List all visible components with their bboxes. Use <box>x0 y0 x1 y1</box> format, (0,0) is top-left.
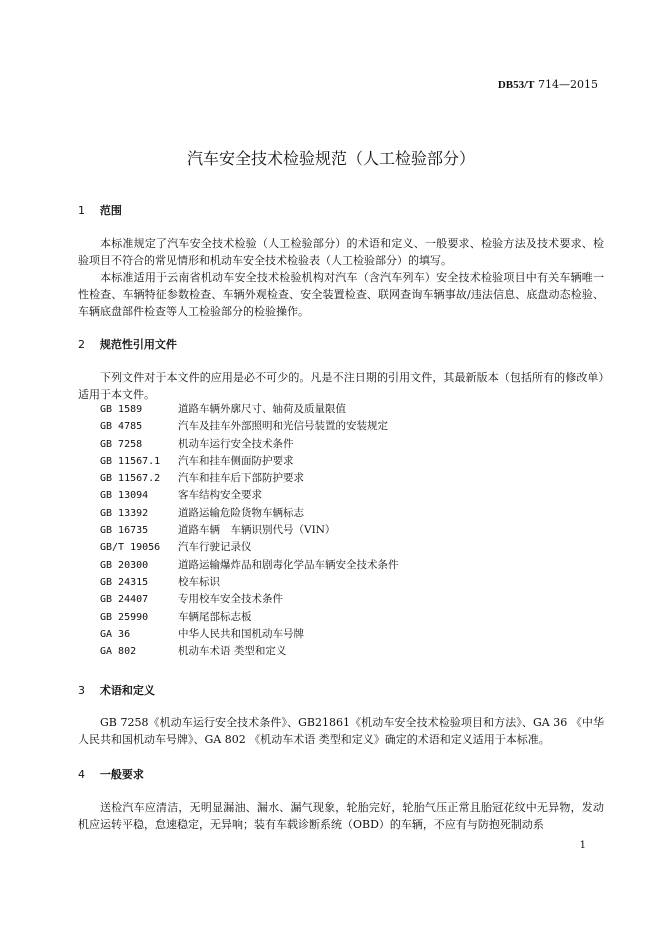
section-title: 术语和定义 <box>99 684 155 697</box>
reference-name: 中华人民共和国机动车号牌 <box>178 627 304 640</box>
reference-item <box>100 401 399 418</box>
reference-name: 道路车辆 车辆识别代号（VIN） <box>178 524 336 537</box>
reference-item <box>100 470 399 487</box>
section-number: 3 <box>78 684 85 697</box>
reference-item <box>100 436 399 453</box>
section-3-paragraph-1: GB 7258《机动车运行安全技术条件》、GB21861《机动车安全技术检验项目和方法》、GA 36 《中华人民共和国机动车号牌》、GA 802 《机动车术语 类型和定义》确定的术语和定义适用于本标准。 <box>78 716 604 746</box>
reference-name: 汽车行驶记录仪 <box>178 541 252 554</box>
reference-item <box>100 522 399 539</box>
section-4-paragraph-1: 送检汽车应清洁，无明显漏油、漏水、漏气现象，轮胎完好，轮胎气压正常且胎冠花纹中无异物，发动机应运转平稳，怠速稳定，无异响；装有车载诊断系统（OBD）的车辆，不应有与防抱死制动系 <box>78 801 604 831</box>
reference-name: 专用校车安全技术条件 <box>178 593 283 606</box>
reference-item <box>100 487 399 504</box>
reference-item <box>100 539 399 556</box>
section-2-paragraph-1: 下列文件对于本文件的应用是必不可少的。凡是不注日期的引用文件，其最新版本（包括所有的修改单）适用于本文件。 <box>78 371 604 401</box>
reference-name: 机动车运行安全技术条件 <box>178 437 294 450</box>
standard-number-header <box>498 78 598 91</box>
reference-code: GB 25990 <box>100 611 149 623</box>
reference-item <box>100 418 399 435</box>
reference-name: 汽车和挂车侧面防护要求 <box>178 454 294 467</box>
section-1-paragraph-1: 本标准规定了汽车安全技术检验（人工检验部分）的术语和定义、一般要求、检验方法及技术要求、检验项目不符合的常见情形和机动车安全技术检验表（人工检验部分）的填写。 <box>78 237 604 267</box>
reference-name: 汽车和挂车后下部防护要求 <box>178 472 304 485</box>
section-1-heading <box>78 202 122 218</box>
reference-code: GB 24407 <box>100 594 149 606</box>
reference-item <box>100 591 399 608</box>
reference-code: GA 36 <box>100 628 131 640</box>
reference-item <box>100 643 399 660</box>
section-4-heading <box>78 766 144 782</box>
reference-code: GB 16735 <box>100 525 149 537</box>
section-title: 一般要求 <box>99 768 144 781</box>
section-number: 1 <box>78 204 85 217</box>
reference-name: 校车标识 <box>178 575 220 588</box>
reference-code: GB 11567.1 <box>100 455 161 467</box>
reference-list <box>100 401 399 660</box>
standard-number: 714—2015 <box>538 78 598 91</box>
reference-code: GB 11567.2 <box>100 473 161 485</box>
section-number: 2 <box>78 338 85 351</box>
section-number: 4 <box>78 768 85 781</box>
reference-item <box>100 609 399 626</box>
reference-code: GB 24315 <box>100 576 149 588</box>
reference-code: GB 4785 <box>100 421 143 433</box>
reference-name: 道路运输危险货物车辆标志 <box>178 506 304 519</box>
reference-code: GB 20300 <box>100 559 149 571</box>
document-title: 汽车安全技术检验规范（人工检验部分） <box>186 149 475 168</box>
page-number: 1 <box>579 840 586 851</box>
section-3-heading <box>78 682 155 698</box>
reference-code: GB 13392 <box>100 507 149 519</box>
reference-item <box>100 453 399 470</box>
reference-name: 车辆尾部标志板 <box>178 610 252 623</box>
reference-code: GB 7258 <box>100 438 143 450</box>
reference-name: 机动车术语 类型和定义 <box>178 645 287 658</box>
reference-code: GA 802 <box>100 646 137 658</box>
reference-code: GB 1589 <box>100 404 143 415</box>
reference-code: GB 13094 <box>100 490 149 502</box>
reference-name: 客车结构安全要求 <box>178 489 262 502</box>
reference-item <box>100 557 399 574</box>
reference-name: 道路车辆外廓尺寸、轴荷及质量限值 <box>178 403 346 415</box>
section-title: 规范性引用文件 <box>99 338 177 351</box>
reference-item <box>100 574 399 591</box>
section-title: 范围 <box>99 204 122 217</box>
reference-name: 汽车及挂车外部照明和光信号装置的安装规定 <box>178 420 388 433</box>
reference-name: 道路运输爆炸品和剧毒化学品车辆安全技术条件 <box>178 558 399 571</box>
standard-prefix: DB53/T <box>497 79 535 91</box>
reference-item <box>100 505 399 522</box>
section-1-paragraph-2: 本标准适用于云南省机动车安全技术检验机构对汽车（含汽车列车）安全技术检验项目中有关车辆唯一性检查、车辆特征参数检查、车辆外观检查、安全装置检查、联网查询车辆事故/违法信息、底盘动态检验、车辆底盘部件检查等人工检验部分的检验操作。 <box>78 271 604 318</box>
section-2-heading <box>78 336 177 352</box>
reference-item <box>100 626 399 643</box>
reference-code: GB/T 19056 <box>100 542 161 554</box>
